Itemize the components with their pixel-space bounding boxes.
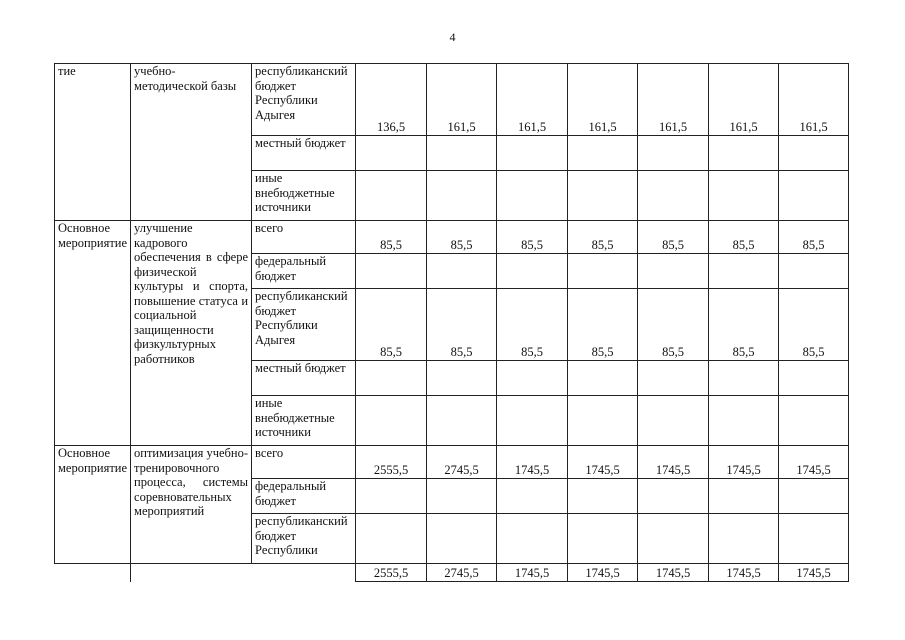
amount-cell [568,479,638,514]
amount-cell: 2745,5 [427,564,497,582]
funding-source: всего [252,221,356,254]
activity-kind: тие [55,64,131,221]
amount-cell [497,514,568,564]
amount-cell: 1745,5 [779,446,849,479]
funding-source: республиканский бюджет Республики Адыгея [252,289,356,361]
amount-cell [427,136,497,171]
amount-cell: 2555,5 [356,446,427,479]
activity-name: улучшение кадрового обеспечения в сфере физической культуры и спорта, повышение статуса и социальной защищенности физкультурных работников [131,221,252,446]
amount-cell [709,396,779,446]
amount-cell: 85,5 [568,289,638,361]
amount-cell: 161,5 [709,64,779,136]
amount-cell: 85,5 [779,289,849,361]
page-number: 4 [449,30,456,44]
amount-cell: 2745,5 [427,446,497,479]
amount-cell [709,136,779,171]
amount-cell [356,396,427,446]
amount-cell [427,514,497,564]
amount-cell [427,361,497,396]
amount-cell: 1745,5 [709,446,779,479]
blank-cell [252,564,356,582]
amount-cell [427,254,497,289]
amount-cell [638,514,709,564]
amount-cell [638,479,709,514]
amount-cell: 85,5 [709,289,779,361]
amount-cell: 85,5 [427,289,497,361]
funding-source: иные внебюджетные источники [252,171,356,221]
funding-source: федеральный бюджет [252,479,356,514]
amount-cell: 85,5 [427,221,497,254]
amount-cell [709,171,779,221]
amount-cell [779,361,849,396]
amount-cell: 85,5 [779,221,849,254]
amount-cell [568,514,638,564]
amount-cell [638,136,709,171]
amount-cell: 161,5 [568,64,638,136]
amount-cell: 85,5 [709,221,779,254]
amount-cell [638,396,709,446]
amount-cell: 85,5 [356,221,427,254]
amount-cell [427,396,497,446]
amount-cell: 1745,5 [568,446,638,479]
amount-cell: 1745,5 [779,564,849,582]
amount-cell [779,254,849,289]
amount-cell [779,479,849,514]
amount-cell: 161,5 [638,64,709,136]
amount-cell [568,136,638,171]
amount-cell [356,361,427,396]
amount-cell [568,171,638,221]
amount-cell [427,171,497,221]
funding-source: местный бюджет [252,136,356,171]
amount-cell [497,396,568,446]
activity-kind: Основное мероприятие [55,221,131,446]
amount-cell: 85,5 [356,289,427,361]
amount-cell [709,361,779,396]
amount-cell: 1745,5 [497,446,568,479]
amount-cell [779,171,849,221]
amount-cell: 85,5 [638,221,709,254]
amount-cell [638,361,709,396]
table-row [55,64,849,136]
amount-cell: 161,5 [779,64,849,136]
amount-cell [497,136,568,171]
amount-cell: 85,5 [568,221,638,254]
amount-cell: 136,5 [356,64,427,136]
amount-cell [709,479,779,514]
amount-cell [568,254,638,289]
blank-cell [131,564,252,582]
amount-cell: 1745,5 [709,564,779,582]
amount-cell [709,254,779,289]
funding-source: республиканский бюджет Республики Адыгея [252,64,356,136]
amount-cell: 1745,5 [568,564,638,582]
amount-cell [709,514,779,564]
amount-cell [568,361,638,396]
budget-table [54,63,849,582]
amount-cell: 161,5 [427,64,497,136]
amount-cell [356,254,427,289]
funding-source: местный бюджет [252,361,356,396]
amount-cell: 2555,5 [356,564,427,582]
amount-cell: 161,5 [497,64,568,136]
amount-cell [497,171,568,221]
table-row [55,221,849,254]
amount-cell [497,479,568,514]
amount-cell [568,396,638,446]
amount-cell [638,254,709,289]
amount-cell [779,396,849,446]
activity-name: учебно-методической базы [131,64,252,221]
amount-cell: 1745,5 [497,564,568,582]
funding-source: иные внебюджетные источники [252,396,356,446]
amount-cell [356,479,427,514]
activity-kind: Основное мероприятие [55,446,131,564]
funding-source: федеральный бюджет [252,254,356,289]
amount-cell [779,136,849,171]
amount-cell: 85,5 [497,289,568,361]
funding-source: республиканский бюджет Республики [252,514,356,564]
amount-cell: 1745,5 [638,564,709,582]
table-row [55,564,849,582]
table-row [55,446,849,479]
amount-cell [356,136,427,171]
amount-cell: 85,5 [497,221,568,254]
amount-cell [356,514,427,564]
amount-cell [638,171,709,221]
activity-name: оптимизация учебно-тренировочного процесса, системы соревновательных мероприятий [131,446,252,564]
funding-source: всего [252,446,356,479]
amount-cell: 85,5 [638,289,709,361]
amount-cell [779,514,849,564]
amount-cell [497,361,568,396]
amount-cell [427,479,497,514]
blank-cell [55,564,131,582]
amount-cell [497,254,568,289]
amount-cell [356,171,427,221]
amount-cell: 1745,5 [638,446,709,479]
